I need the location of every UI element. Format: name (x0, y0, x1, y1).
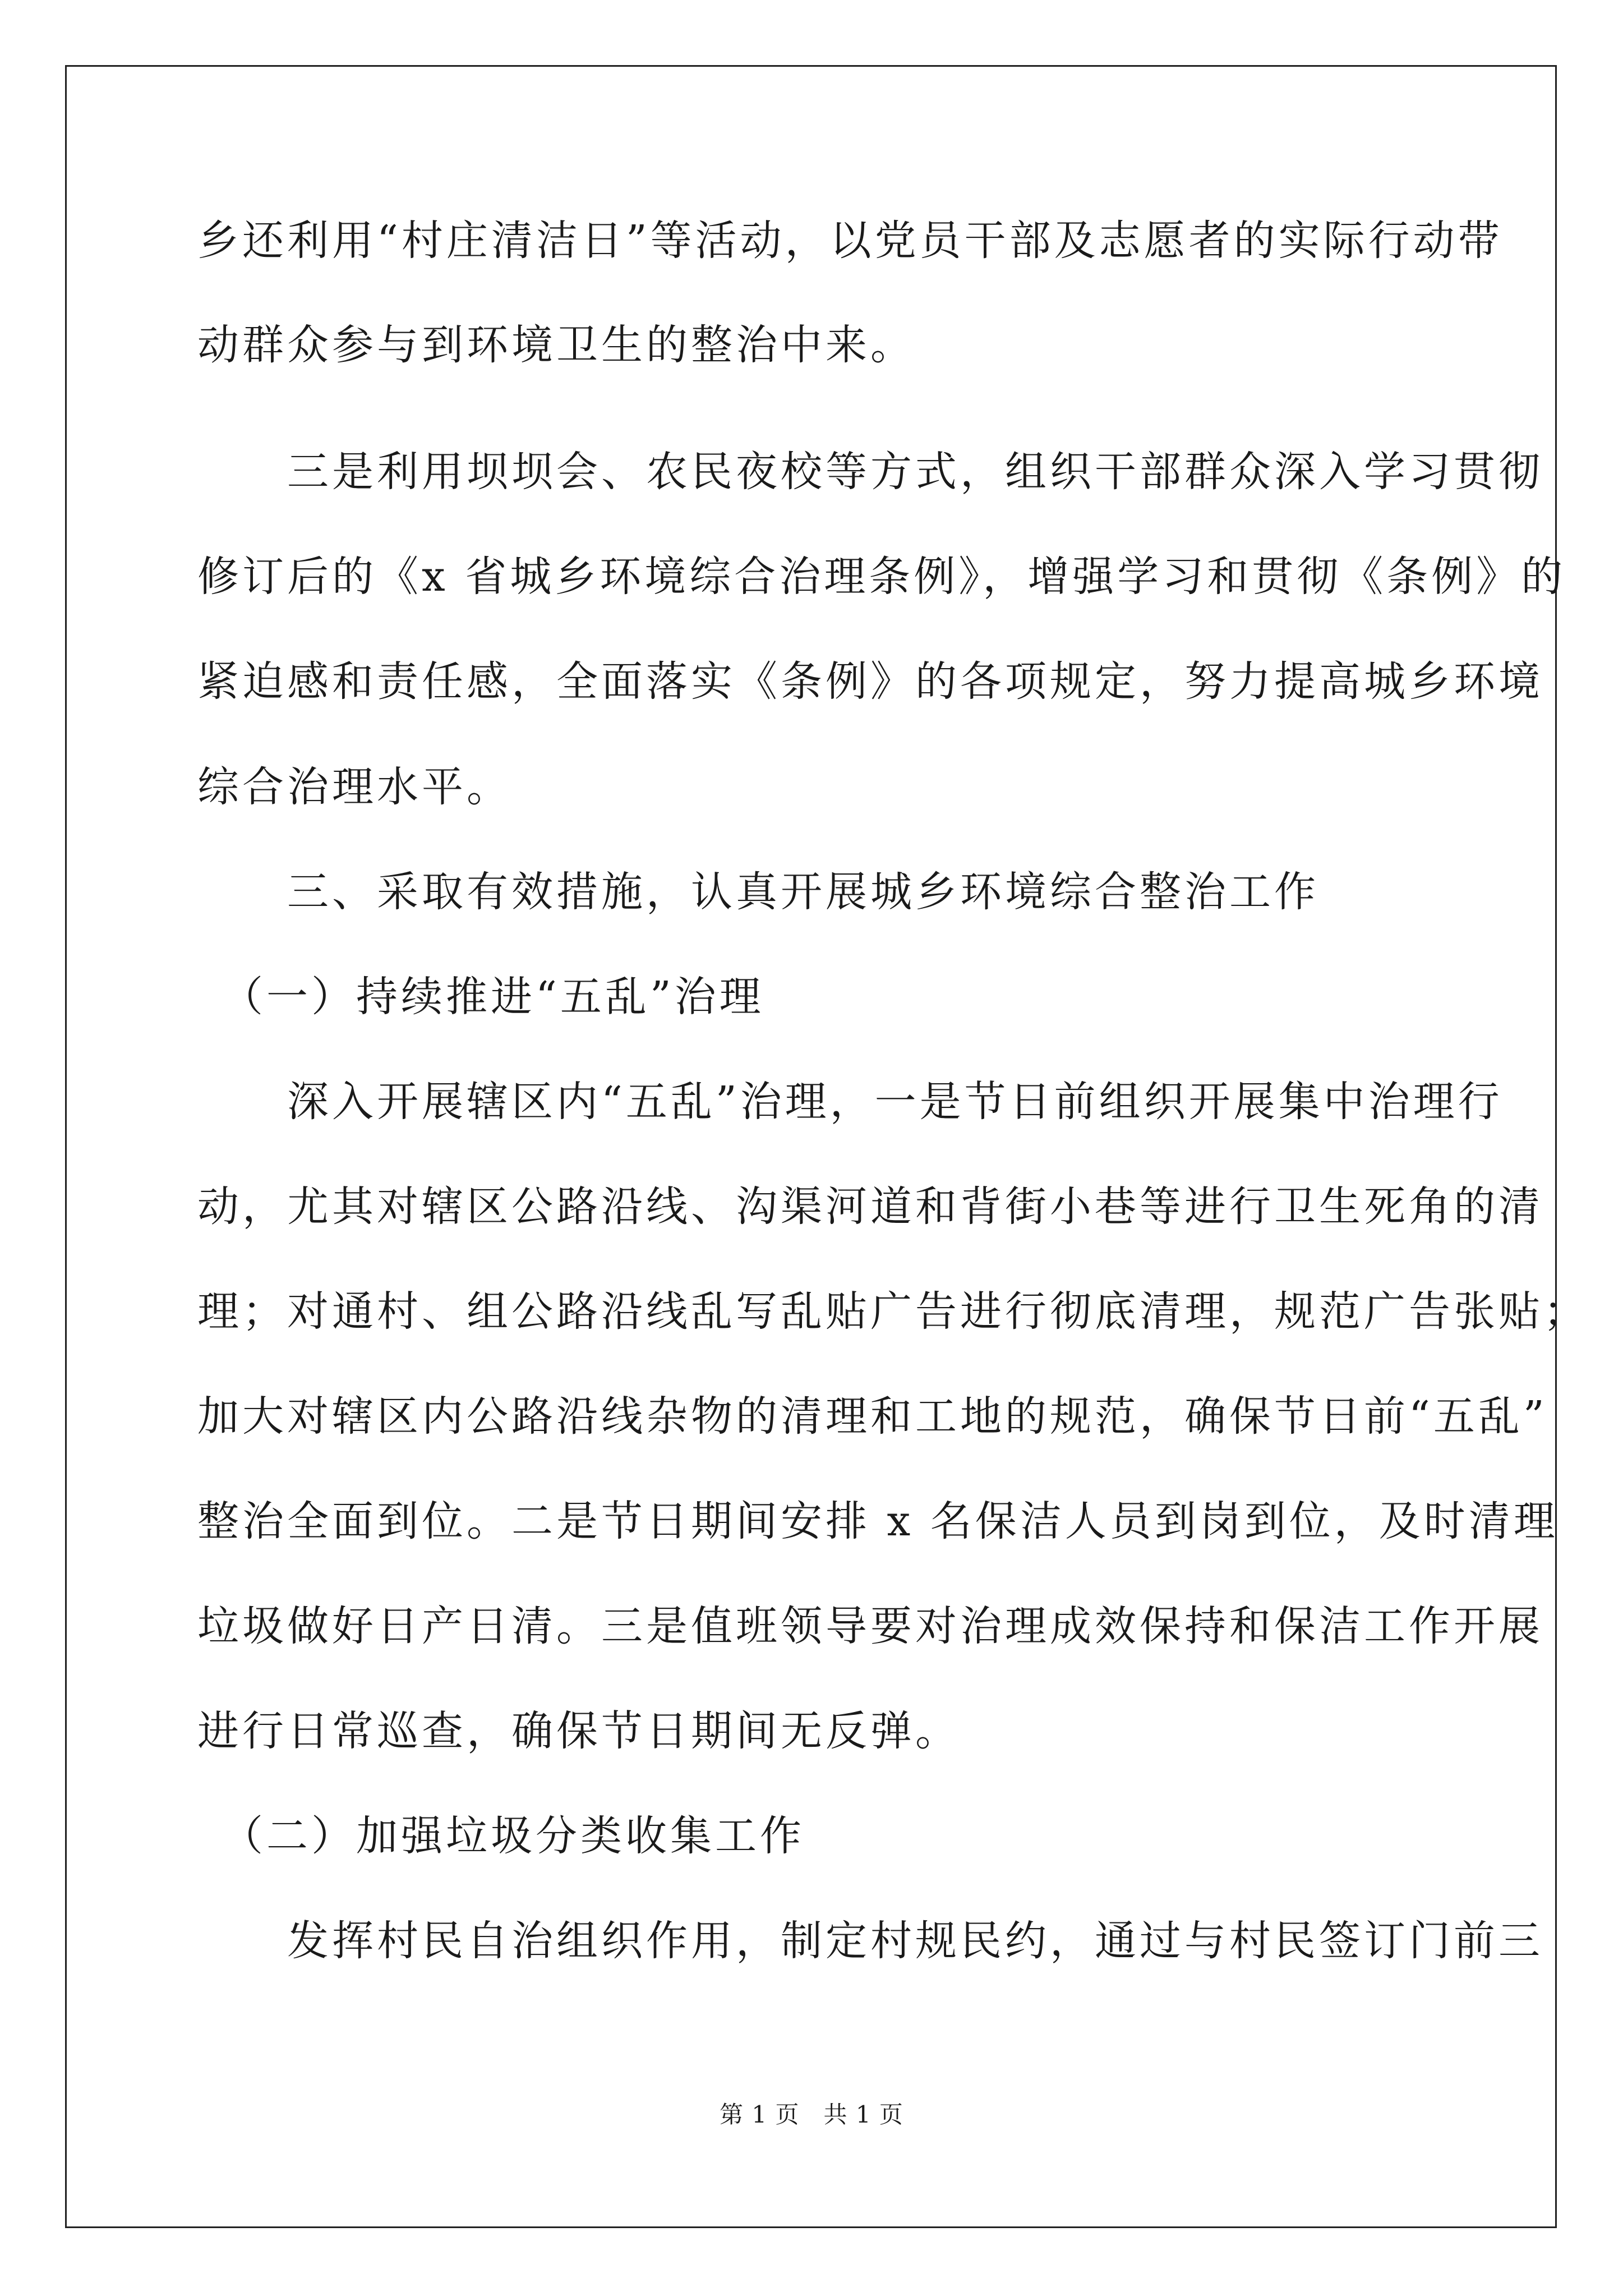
text-line: 整治全面到位。二是节日期间安排 x 名保洁人员到岗到位，及时清理 (197, 1497, 1559, 1545)
text-line: 动，尤其对辖区公路沿线、沟渠河道和背街小巷等进行卫生死角的清 (197, 1182, 1543, 1231)
page-number-footer: 第 1 页 共 1 页 (720, 2101, 903, 2128)
page-border (65, 65, 1557, 2228)
text-line: 修订后的《x 省城乡环境综合治理条例》，增强学习和贯彻《条例》的 (197, 553, 1566, 601)
text-line: 动群众参与到环境卫生的整治中来。 (197, 321, 915, 369)
subsection-heading: （二）加强垃圾分类收集工作 (197, 1812, 805, 1860)
text-line: 紧迫感和责任感，全面落实《条例》的各项规定，努力提高城乡环境 (197, 657, 1543, 706)
text-line: 深入开展辖区内“五乱”治理，一是节日前组织开展集中治理行 (197, 1078, 1503, 1126)
text-line: 加大对辖区内公路沿线杂物的清理和工地的规范，确保节日前“五乱” (197, 1392, 1548, 1441)
text-line: 发挥村民自治组织作用，制定村规民约，通过与村民签订门前三 (197, 1917, 1543, 1965)
subsection-heading: （一）持续推进“五乱”治理 (197, 973, 764, 1021)
text-line: 垃圾做好日产日清。三是值班领导要对治理成效保持和保洁工作开展 (197, 1602, 1543, 1650)
text-line: 三是利用坝坝会、农民夜校等方式，组织干部群众深入学习贯彻 (197, 448, 1543, 496)
text-line: 综合治理水平。 (197, 763, 511, 811)
section-heading: 三、采取有效措施，认真开展城乡环境综合整治工作 (197, 868, 1319, 916)
text-line: 理；对通村、组公路沿线乱写乱贴广告进行彻底清理，规范广告张贴； (197, 1287, 1588, 1336)
text-line: 进行日常巡查，确保节日期间无反弹。 (197, 1707, 960, 1755)
text-line: 乡还利用“村庄清洁日”等活动，以党员干部及志愿者的实际行动带 (197, 217, 1503, 265)
